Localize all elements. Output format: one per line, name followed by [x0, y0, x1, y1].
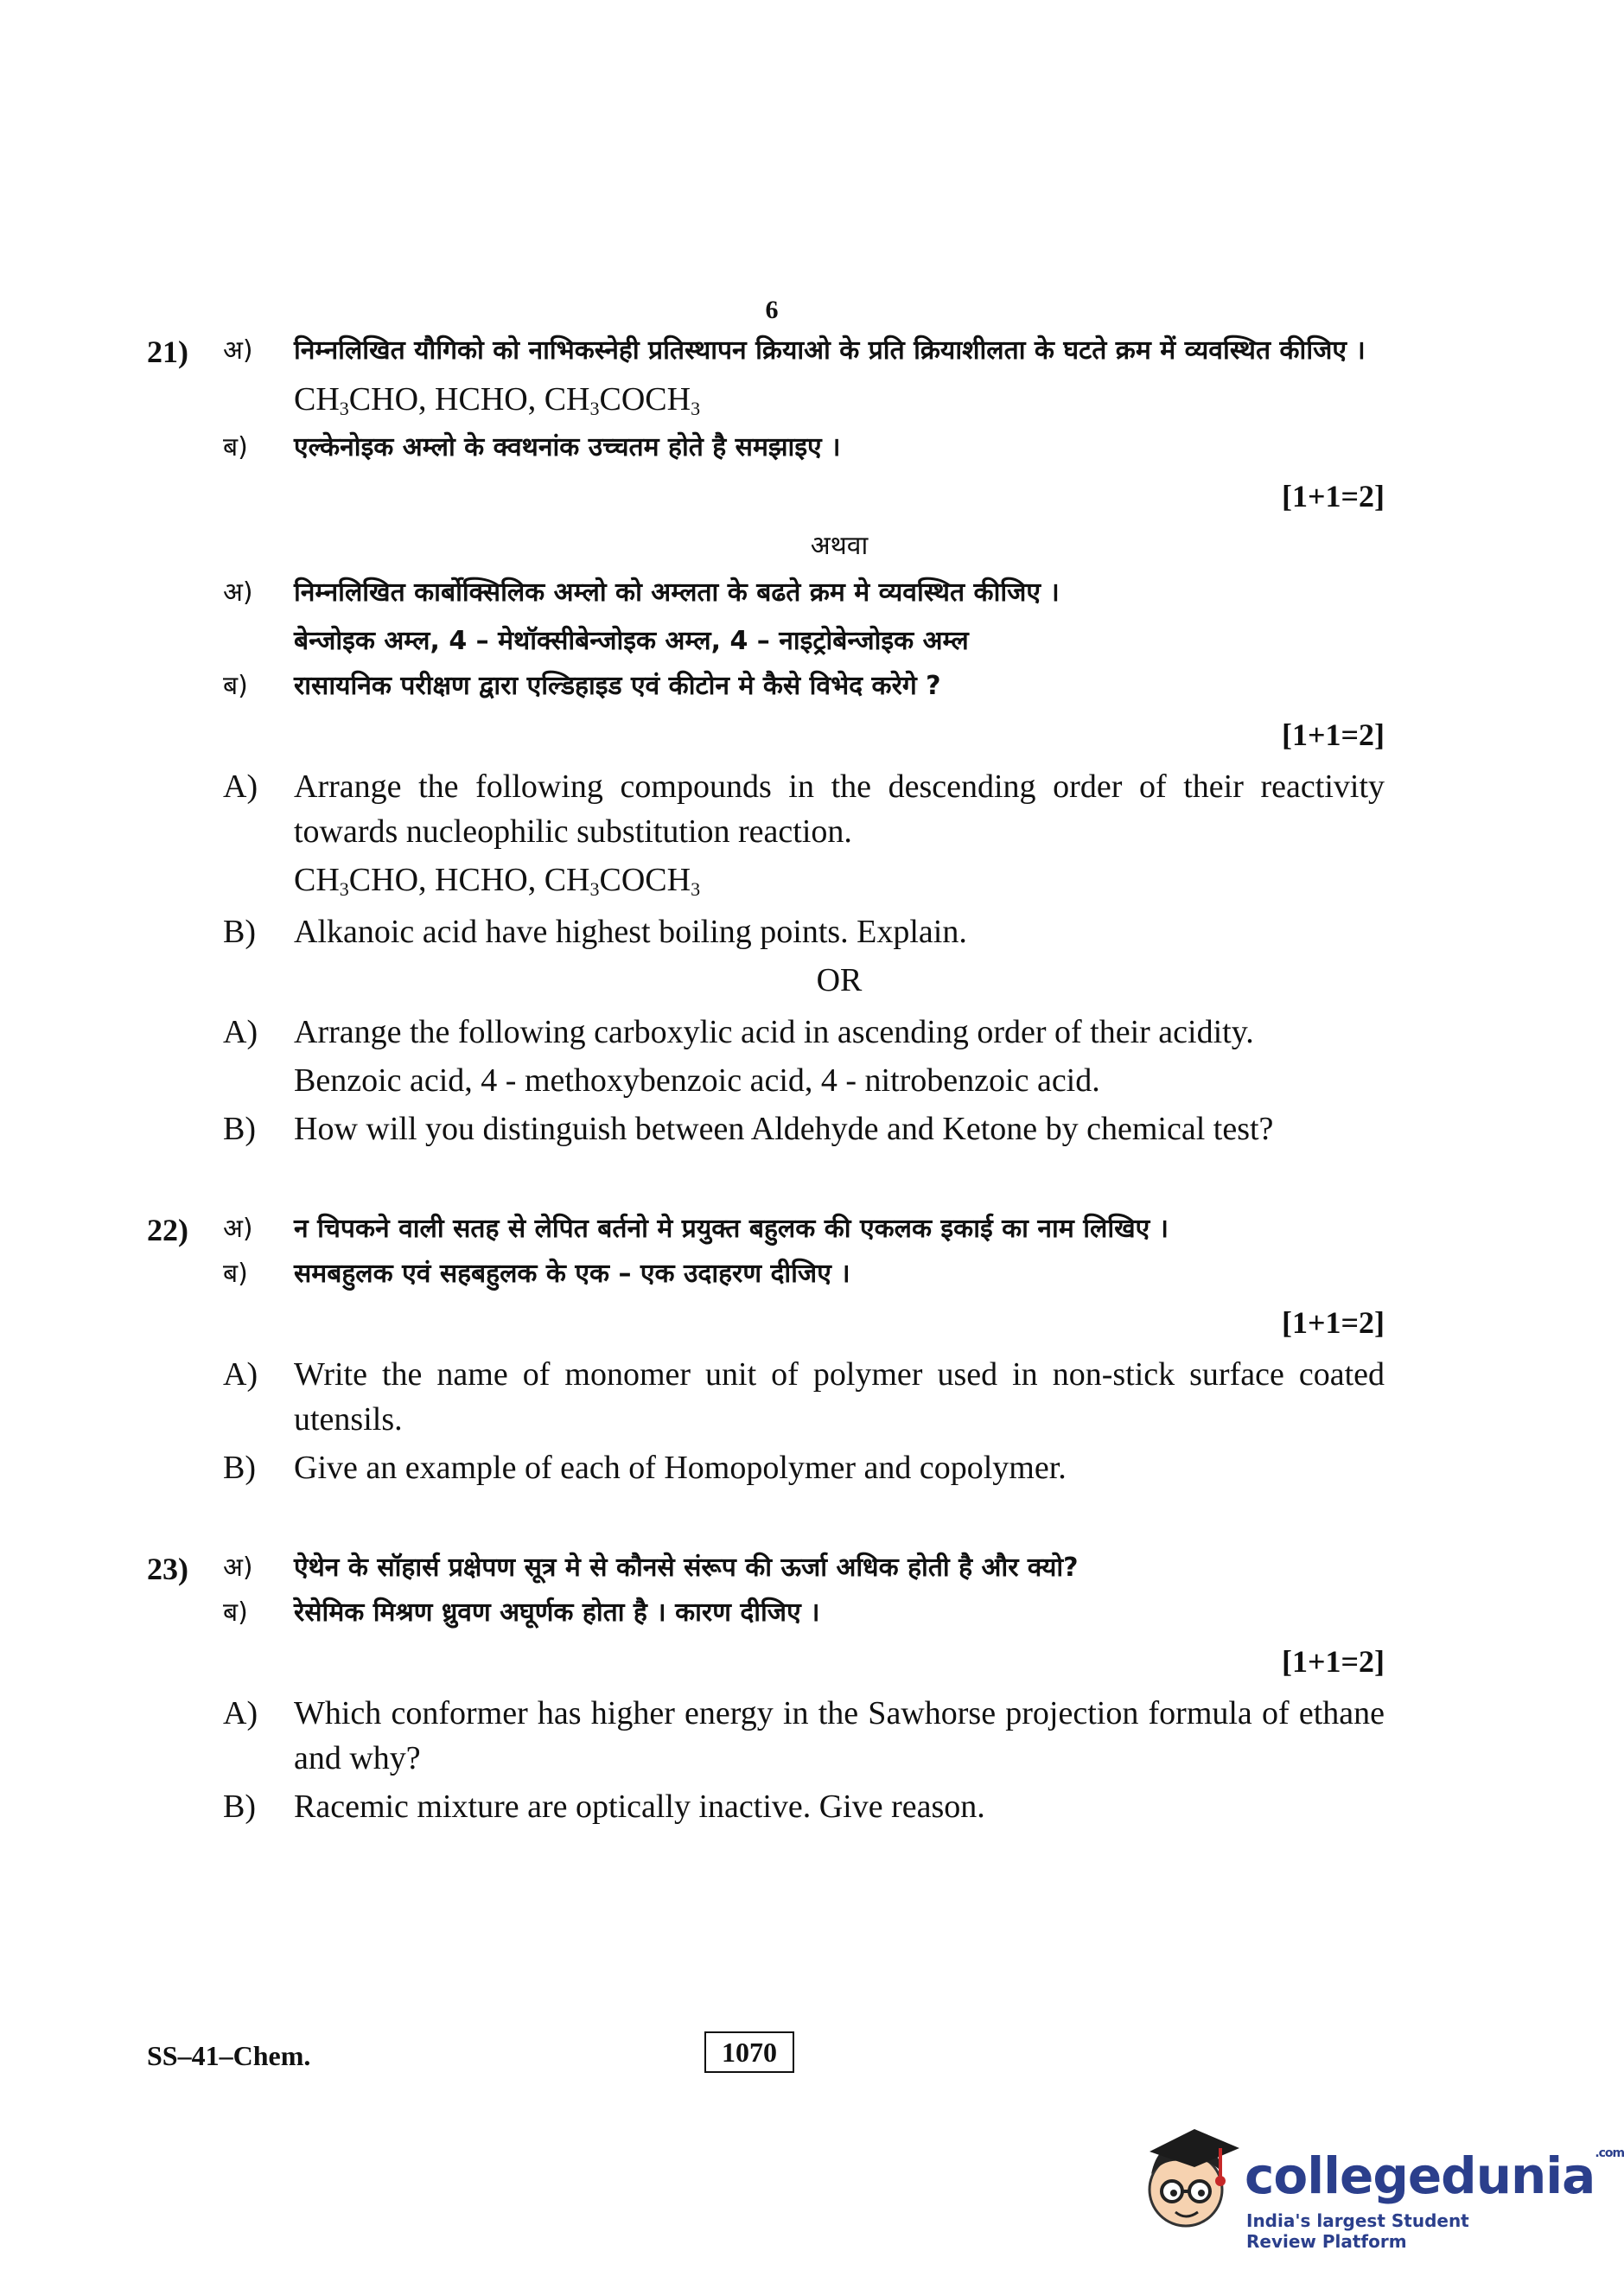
english-text: Alkanoic acid have highest boiling points. Explain.	[294, 914, 967, 950]
question-part	[147, 1010, 1385, 1055]
hindi-text: रासायनिक परीक्षण द्वारा एल्डिहाइड एवं कीटोन मे कैसे विभेद करेगे ?	[294, 671, 941, 701]
part-label: अ)	[223, 1214, 253, 1244]
part-label: B)	[223, 914, 256, 950]
hindi-text: निम्नलिखित कार्बोक्सिलिक अम्लो को अम्लता के बढते क्रम मे व्यवस्थित कीजिए ।	[294, 577, 1060, 608]
question-part	[147, 1784, 1385, 1829]
question-number: 22)	[147, 1213, 188, 1247]
question-number: 23)	[147, 1552, 188, 1586]
question-22	[147, 1207, 1385, 1490]
formula-text: CHO, HCHO, CH	[348, 381, 590, 418]
part-label: ब)	[223, 1259, 248, 1289]
question-part	[147, 571, 1385, 615]
english-text: Arrange the following carboxylic acid in ascending order of their acidity.	[294, 1014, 1254, 1050]
chemical-formula	[294, 854, 1385, 906]
part-label: A)	[223, 1695, 258, 1731]
question-part	[147, 1591, 1385, 1636]
formula-row	[147, 854, 1385, 906]
subscript: 3	[691, 878, 701, 900]
question-part	[147, 664, 1385, 709]
english-list	[147, 1058, 1385, 1103]
part-label: A)	[223, 1356, 258, 1393]
hindi-text: रेसेमिक मिश्रण ध्रुवण अघूर्णक होता है । कारण दीजिए ।	[294, 1597, 820, 1628]
brand-tagline: India's largest Student Review Platform	[1246, 2210, 1469, 2252]
page-code-box: 1070	[704, 2031, 794, 2073]
question-gap	[147, 1151, 1385, 1207]
english-text: Arrange the following compounds in the descending order of their reactivity towards nucleophilic substitution reaction.	[294, 768, 1385, 850]
question-part	[147, 1252, 1385, 1297]
question-part	[147, 1352, 1385, 1442]
subscript: 3	[589, 398, 600, 419]
english-text: Which conformer has higher energy in the Sawhorse projection formula of ethane and why?	[294, 1695, 1385, 1776]
question-21	[147, 328, 1385, 1151]
subscript: 3	[339, 398, 349, 419]
marks-label: [1+1=2]	[1281, 717, 1385, 752]
part-label: ब)	[223, 671, 248, 701]
question-part	[147, 1106, 1385, 1151]
question-part	[147, 425, 1385, 470]
part-label: अ)	[223, 577, 253, 608]
hindi-text: बेन्जोइक अम्ल, 4 – मेथॉक्सीबेन्जोइक अम्ल, 4 – नाइट्रोबेन्जोइक अम्ल	[294, 626, 969, 656]
english-text: How will you distinguish between Aldehyde and Ketone by chemical test?	[294, 1111, 1274, 1147]
formula-text: COCH	[599, 862, 691, 898]
english-text: Write the name of monomer unit of polymer used in non-stick surface coated utensils.	[294, 1356, 1385, 1438]
question-part	[147, 1207, 1385, 1252]
part-label: B)	[223, 1789, 256, 1825]
student-mascot-icon	[1132, 2122, 1245, 2243]
question-part	[147, 909, 1385, 954]
marks-label: [1+1=2]	[1281, 1644, 1385, 1679]
brand-suffix: .com	[1595, 2146, 1624, 2160]
paper-code: SS–41–Chem.	[147, 2040, 311, 2071]
question-part	[147, 1691, 1385, 1781]
english-text: Give an example of each of Homopolymer and copolymer.	[294, 1450, 1067, 1486]
or-separator-english: OR	[816, 962, 863, 998]
marks-label: [1+1=2]	[1281, 1305, 1385, 1340]
part-label: A)	[223, 768, 258, 805]
part-label: अ)	[223, 1553, 253, 1583]
part-label: A)	[223, 1014, 258, 1050]
hindi-text: एल्केनोइक अम्लो के क्वथनांक उच्चतम होते है समझाइए ।	[294, 432, 841, 462]
subscript: 3	[339, 878, 349, 900]
question-part	[147, 1546, 1385, 1591]
question-part	[147, 1445, 1385, 1490]
english-text: Benzoic acid, 4 - methoxybenzoic acid, 4 - nitrobenzoic acid.	[294, 1062, 1100, 1099]
question-part	[147, 764, 1385, 854]
subscript: 3	[589, 878, 600, 900]
hindi-text: ऐथेन के सॉहार्स प्रक्षेपण सूत्र मे से कौनसे संरूप की ऊर्जा अधिक होती है और क्यो?	[294, 1553, 1079, 1583]
formula-text: COCH	[599, 381, 691, 418]
hindi-text: न चिपकने वाली सतह से लेपित बर्तनो मे प्रयुक्त बहुलक की एकलक इकाई का नाम लिखिए ।	[294, 1214, 1169, 1244]
question-list	[147, 328, 1385, 1829]
question-part	[147, 328, 1385, 373]
hindi-text: निम्नलिखित यौगिको को नाभिकस्नेही प्रतिस्थापन क्रियाओ के प्रति क्रियाशीलता के घटते क्रम में व्यवस्थित कीजिए ।	[294, 335, 1366, 366]
marks-label: [1+1=2]	[1281, 479, 1385, 513]
question-number: 21)	[147, 335, 188, 369]
part-label: B)	[223, 1111, 256, 1147]
part-label: B)	[223, 1450, 256, 1486]
brand-name	[1245, 2146, 1624, 2205]
hindi-list	[147, 619, 1385, 664]
english-text: Racemic mixture are optically inactive. Give reason.	[294, 1789, 985, 1825]
chemical-formula	[294, 373, 1385, 425]
page-number: 6	[765, 296, 779, 324]
part-label: अ)	[223, 335, 253, 366]
brand-name-text: collegedunia	[1245, 2146, 1595, 2205]
formula-text: CHO, HCHO, CH	[348, 862, 590, 898]
subscript: 3	[691, 398, 701, 419]
formula-row	[147, 373, 1385, 425]
question-gap	[147, 1490, 1385, 1546]
part-label: ब)	[223, 1597, 248, 1628]
or-separator-hindi: अथवा	[810, 531, 869, 561]
formula-text: CH	[294, 381, 340, 418]
hindi-text: समबहुलक एवं सहबहुलक के एक – एक उदाहरण दीजिए ।	[294, 1259, 850, 1289]
part-label: ब)	[223, 432, 248, 462]
formula-text: CH	[294, 862, 340, 898]
collegedunia-logo	[1132, 2122, 1624, 2252]
question-23	[147, 1546, 1385, 1829]
